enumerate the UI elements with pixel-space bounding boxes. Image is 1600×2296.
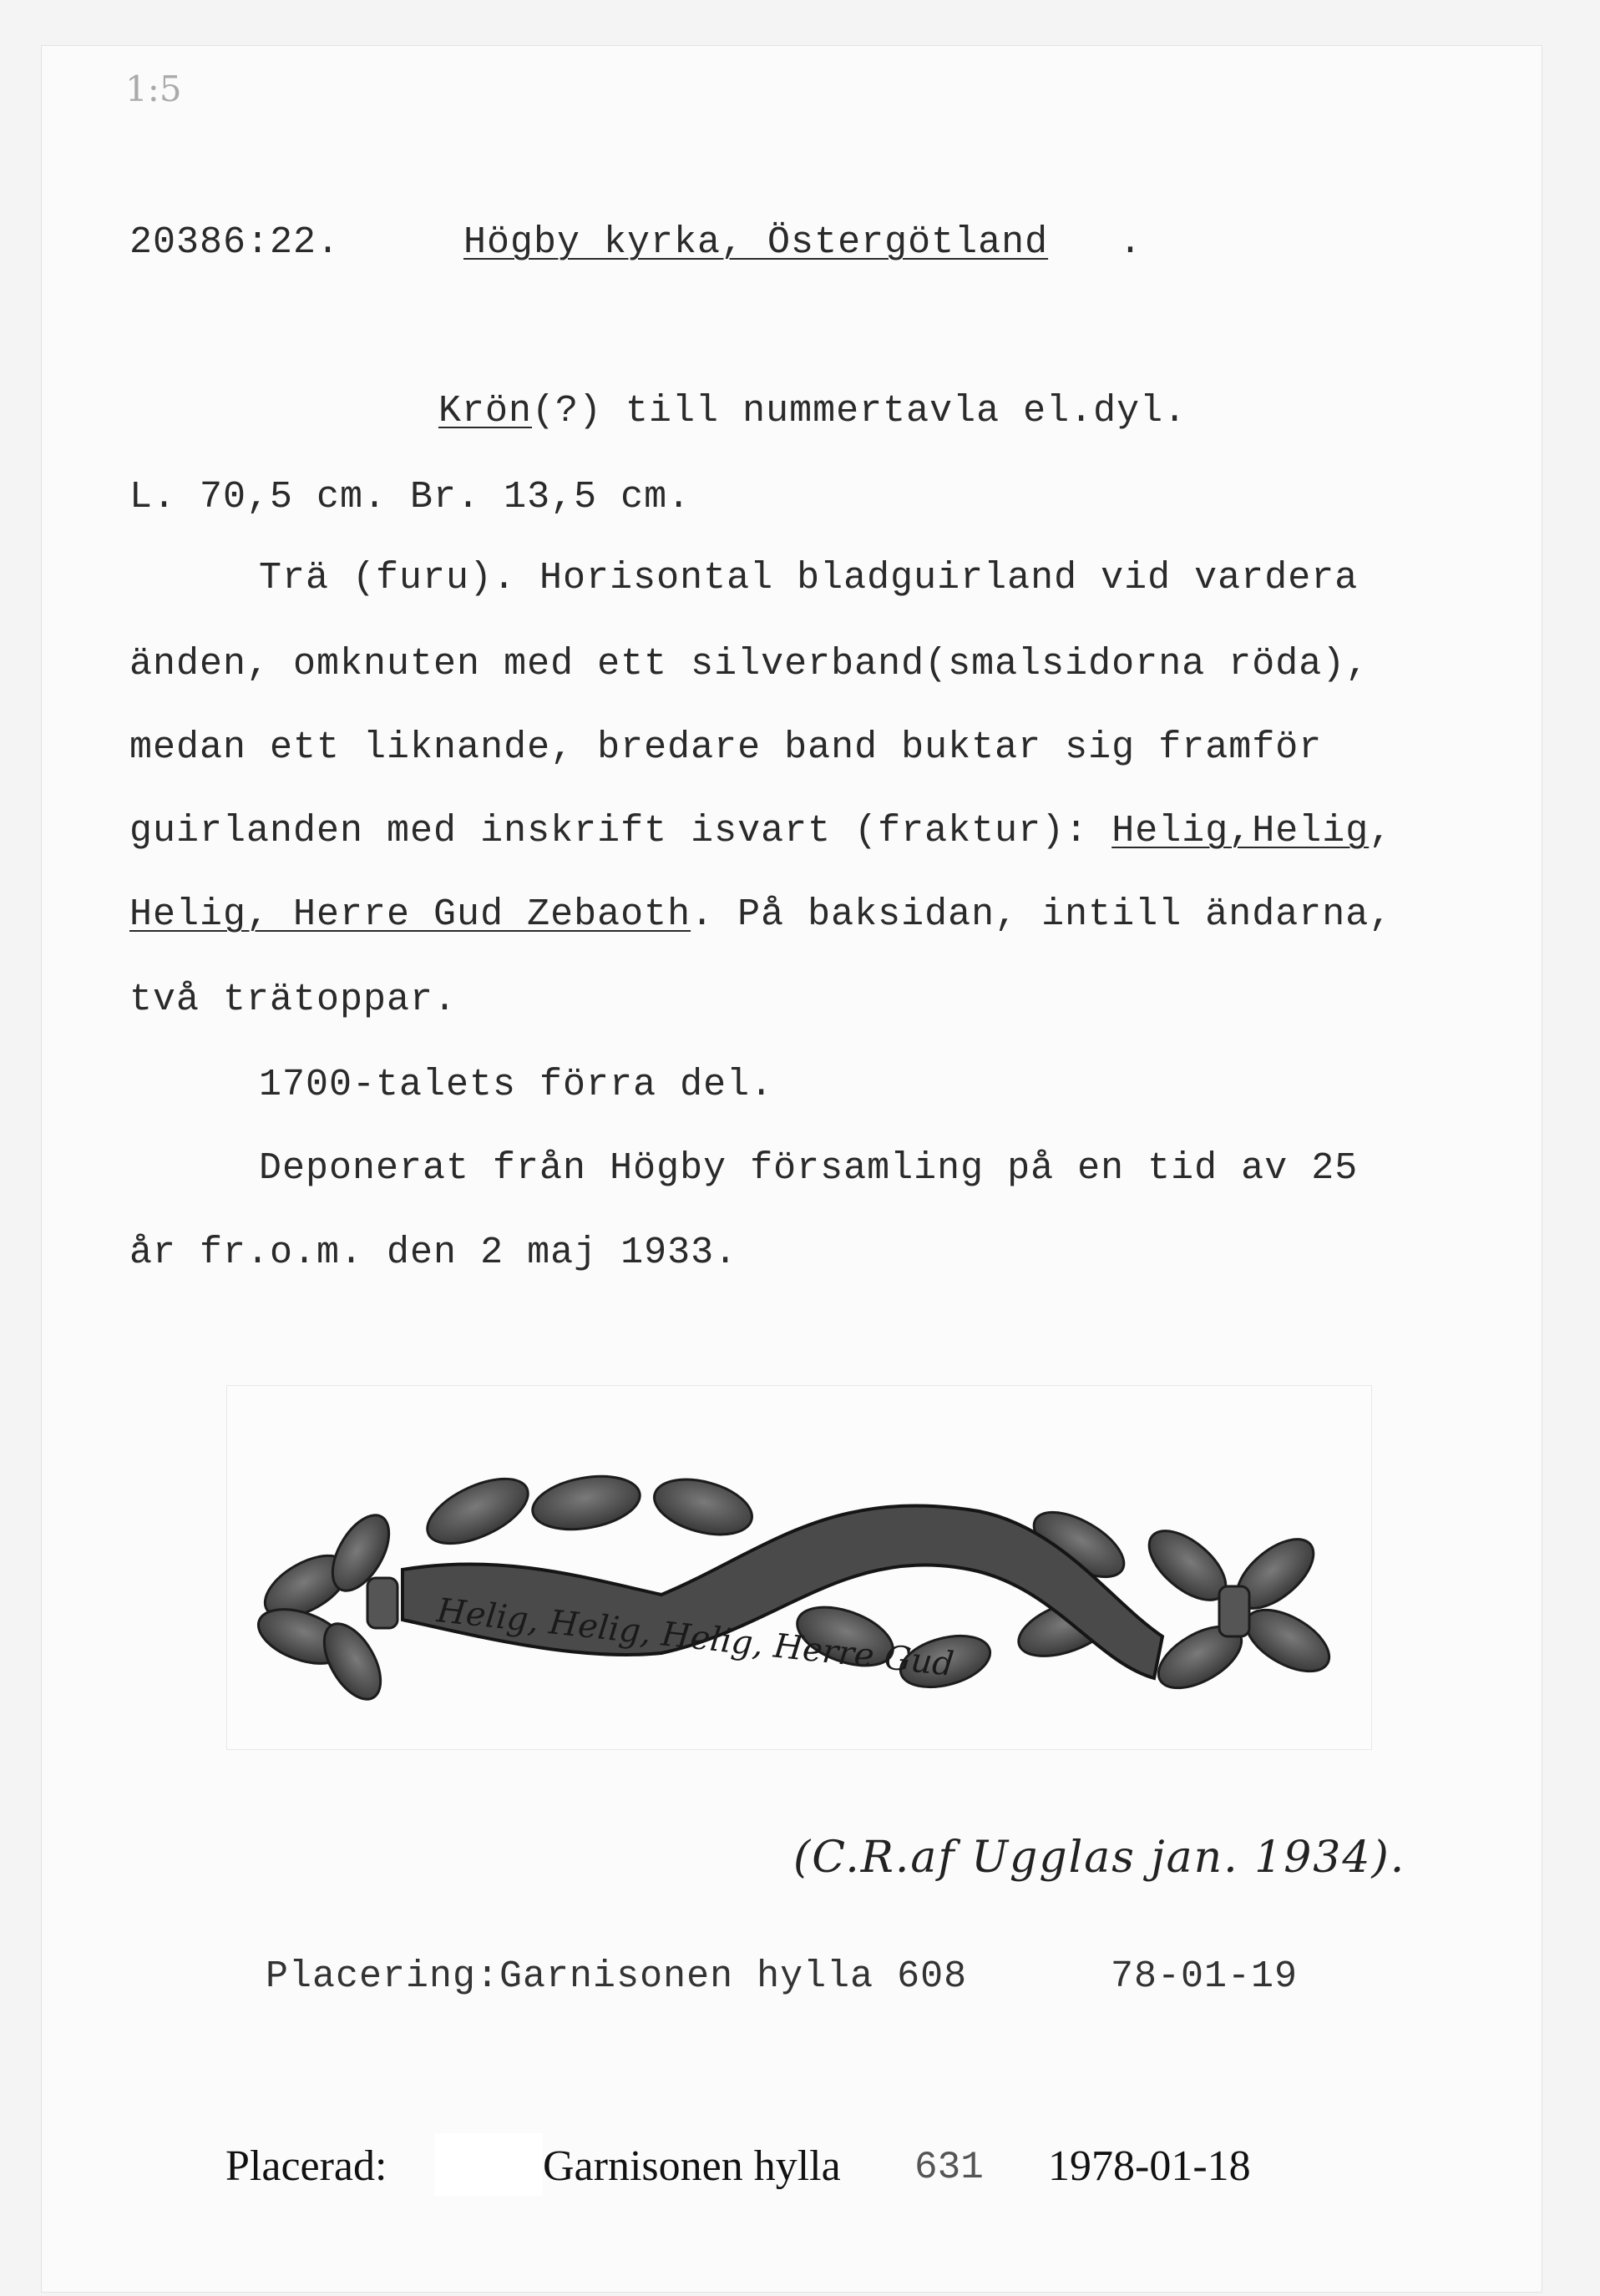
placement-stamp-label: Placerad: (225, 2142, 387, 2190)
inscription-text-2: Helig, Herre Gud Zebaoth (129, 893, 691, 936)
description-line-6: två trätoppar. (129, 979, 458, 1021)
object-title (438, 392, 1187, 430)
location-heading: Högby kyrka, Östergötland (463, 221, 1049, 264)
deposit-line-2: år fr.o.m. den 2 maj 1933. (129, 1231, 738, 1274)
ribbon-inscription: Helig, Helig, Helig, Herre Gud (434, 1591, 956, 1684)
dimensions: L. 70,5 cm. Br. 13,5 cm. (129, 476, 691, 518)
heading-period: . (1119, 221, 1143, 264)
ribbon-knot-left (367, 1578, 397, 1628)
placement-stamp-shelf: 631 (914, 2146, 984, 2189)
description-line-2: änden, omknuten med ett silverband(smalsidorna röda), (129, 643, 1370, 685)
description-line-5 (129, 893, 1393, 936)
object-photograph (227, 1386, 1371, 1749)
dating: 1700-talets förra del. (259, 1064, 774, 1106)
description-line-1: Trä (furu). Horisontal bladguirland vid vardera (259, 557, 1359, 599)
object-title-word: Krön (438, 390, 533, 432)
description-line-3: medan ett liknande, bredare band buktar sig framför (129, 726, 1323, 769)
inventory-number: 20386:22. (129, 221, 341, 264)
description-line-4-text: guirlanden med inskrift isvart (fraktur): (129, 810, 1112, 852)
placement-typed: Placering:Garnisonen hylla 608 (266, 1955, 968, 1998)
description-line-5-text: . På baksidan, intill ändarna, (691, 893, 1393, 936)
placement-stamp-date: 1978-01-18 (1048, 2142, 1251, 2190)
description-line-4 (129, 812, 1392, 850)
pencil-mark: 1:5 (125, 68, 182, 109)
carved-crest-image (227, 1386, 1371, 1749)
deposit-line-1: Deponerat från Högby församling på en tid av 25 (259, 1147, 1359, 1190)
object-title-rest: (?) till nummertavla el.dyl. (532, 390, 1187, 432)
correction-whiteout (434, 2133, 543, 2196)
placement-typed-date: 78-01-19 (1111, 1955, 1299, 1998)
ribbon-knot-right (1219, 1586, 1249, 1636)
description-line-4-comma: , (1369, 810, 1393, 852)
placement-stamp-location: Garnisonen hylla (543, 2142, 841, 2190)
inscription-text-1: Helig,Helig (1111, 810, 1370, 852)
photo-caption-handwritten: (C.R.af Ugglas jan. 1934). (793, 1833, 1406, 1883)
